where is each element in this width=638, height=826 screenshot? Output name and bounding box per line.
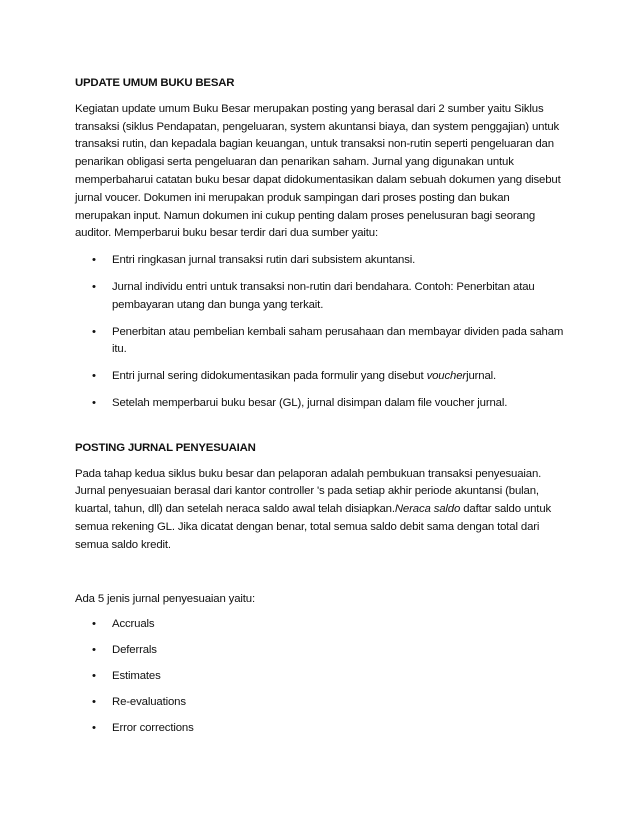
bullet-glyph: • [92,721,96,734]
list-item [75,252,565,270]
list-item-text [112,370,496,382]
list-item [75,668,565,686]
list-item-text: Error corrections [112,721,194,734]
paragraph-text-after: daftar saldo untuk semua rekening GL. Jika dicatat dengan benar, total semua saldo debit sama dengan total dari semua saldo kredit. [75,503,552,551]
list-item-text: Entri ringkasan jurnal transaksi rutin dari subsistem akuntansi. [112,254,416,267]
bullet-glyph: • [92,325,96,338]
list-item [75,324,565,360]
bullet-glyph: • [92,669,96,682]
list-item [75,368,565,386]
list-item [75,279,565,315]
list-item-text: Penerbitan atau pembelian kembali saham perusahaan dan membayar dividen pada saham itu. [112,325,564,356]
bullet-list-jenis-jurnal [75,616,565,737]
bullet-glyph: • [92,370,96,383]
section-paragraph-posting-jurnal [75,466,565,555]
document-content [75,75,565,745]
list-item [75,395,565,413]
bullet-glyph: • [92,618,96,631]
list-item [75,694,565,712]
list-item-text-after: jurnal. [466,370,497,383]
list-item-text: Accruals [112,618,155,631]
bullet-glyph: • [92,280,96,293]
section-heading-update-umum: UPDATE UMUM BUKU BESAR [75,77,235,89]
paragraph-text-before: Pada tahap kedua siklus buku besar dan pelaporan adalah pembukuan transaksi penyesuaian. Jurnal penyesuaian berasal dari kantor controller 's pada setiap akhir periode akuntansi (bulan, kuartal, tahun, dll) dan setelah neraca saldo awal telah disiapkan. [75,467,542,516]
bullet-glyph: • [92,254,96,267]
section-paragraph-update-umum: Kegiatan update umum Buku Besar merupakan posting yang berasal dari 2 sumber yaitu Siklus transaksi (siklus Pendapatan, pengeluaran, system akuntansi biaya, dan system penggajian) untuk transaksi rutin, dan kepadala bagian keuangan, untuk transaksi non-rutin seperti pengeluaran dan penarikan obligasi serta pengeluaran dan penarikan saham. Jurnal yang digunakan untuk memperbaharui catatan buku besar dapat didokumentasikan dalam sebuah dokumen yang disebut jurnal voucer. Dokumen ini merupakan produk sampingan dari proses posting dan bukan merupakan input. Namun dokumen ini cukup penting dalam proses penelusuran bagi seorang auditor. Memperbarui buku besar terdir dari dua sumber yaitu: [75,102,561,240]
list-item [75,616,565,634]
list-item-text: Setelah memperbarui buku besar (GL), jurnal disimpan dalam file voucher jurnal. [112,396,508,409]
list-item-text: Re-evaluations [112,695,186,708]
list-item [75,642,565,660]
list-item-text-before: Entri jurnal sering didokumentasikan pada formulir yang disebut [112,370,427,383]
list-item-text: Jurnal individu entri untuk transaksi non-rutin dari bendahara. Contoh: Penerbitan atau pembayaran utang dan bunga yang terkait. [112,280,535,311]
paragraph-text-italic: Neraca saldo [394,503,461,516]
section-heading-posting-jurnal: POSTING JURNAL PENYESUAIAN [75,441,256,454]
section-posting-jurnal [75,440,565,738]
list-item-text: Estimates [112,669,161,682]
list-item [75,720,565,738]
bullet-glyph: • [92,695,96,708]
bullet-list-sumber [75,252,565,413]
bullet-glyph: • [92,644,96,657]
bullet-glyph: • [92,396,96,409]
list-intro-text: Ada 5 jenis jurnal penyesuaian yaitu: [75,592,255,605]
list-item-text: Deferrals [112,644,157,657]
list-item-text-italic: voucher [426,370,467,383]
